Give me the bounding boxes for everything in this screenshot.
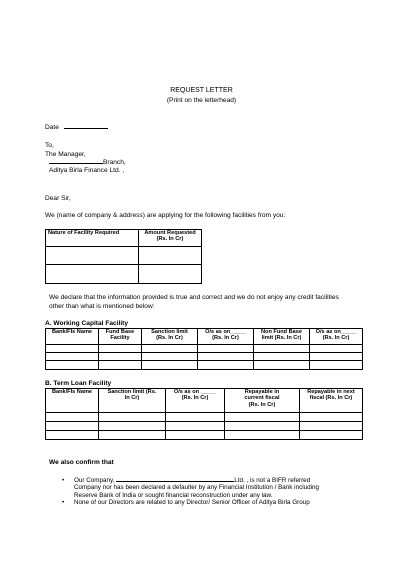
table-cell[interactable] <box>198 353 254 361</box>
intro-text: We (name of company & address) are applying for the following facilities from you: <box>45 212 286 219</box>
table-cell[interactable] <box>300 422 363 431</box>
table-cell[interactable] <box>254 345 310 353</box>
branch-label: Branch, <box>103 159 126 166</box>
wc-header-os-2: O/s as on_____ (Rs. In Cr) <box>310 329 363 345</box>
table-cell[interactable] <box>254 353 310 361</box>
wc-header-os: O/s as on_____ (Rs. In Cr) <box>198 329 254 345</box>
wc-header-non-fund: Non Fund Base limit (Rs. In Cr) <box>254 329 310 345</box>
table-cell[interactable] <box>99 422 166 431</box>
working-capital-title: A. Working Capital Facility <box>45 320 129 327</box>
table-cell[interactable] <box>139 265 202 284</box>
table-cell[interactable] <box>46 361 99 370</box>
table-cell[interactable] <box>310 345 363 353</box>
table-cell[interactable] <box>166 422 225 431</box>
table-cell[interactable] <box>142 353 198 361</box>
wc-header-fund-base: Fund Base Facility <box>99 329 142 345</box>
table-cell[interactable] <box>99 345 142 353</box>
tl-header-current-fiscal: Repayable in current fiscal (Rs. In Cr) <box>225 389 300 413</box>
term-loan-table <box>45 388 363 440</box>
tl-header-os: O/s as on _____ (Rs. In Cr) <box>166 389 225 413</box>
declaration-line-1: We declare that the information provided is true and correct and we do not enjoy any credit facilities <box>49 294 339 301</box>
bullet1-line3: Reserve Bank of India or sought financial reconstruction under any law. <box>74 491 273 499</box>
tl-header-bank: Bank/FIs Name <box>46 389 99 413</box>
table-cell[interactable] <box>166 431 225 440</box>
table-cell[interactable] <box>198 361 254 370</box>
table-cell[interactable] <box>300 413 363 422</box>
table-cell[interactable] <box>142 345 198 353</box>
date-label: Date <box>45 124 59 131</box>
table-row <box>46 345 363 353</box>
page-subtitle: (Print on the letterhead) <box>166 97 237 104</box>
table-row <box>46 361 363 370</box>
table-row <box>46 413 363 422</box>
company-name-blank <box>116 481 234 482</box>
facility-header-amount: Amount Requested (Rs. In Cr) <box>139 230 202 247</box>
facility-table <box>45 229 202 284</box>
bullet1-suffix: Ltd. , is not a BIFR referred <box>234 477 311 484</box>
table-cell[interactable] <box>300 431 363 440</box>
table-cell[interactable] <box>46 413 99 422</box>
confirm-heading: We also confirm that <box>49 459 114 466</box>
term-loan-header-row <box>46 389 363 413</box>
table-cell[interactable] <box>46 345 99 353</box>
table-row <box>46 422 363 431</box>
table-cell[interactable] <box>99 361 142 370</box>
table-cell[interactable] <box>166 413 225 422</box>
table-cell[interactable] <box>46 265 139 284</box>
wc-header-sanction: Sanction limit (Rs. In Cr) <box>142 329 198 345</box>
table-cell[interactable] <box>99 431 166 440</box>
branch-blank <box>49 163 103 164</box>
table-row <box>46 265 202 284</box>
branch-line <box>45 159 126 166</box>
table-cell[interactable] <box>99 353 142 361</box>
table-cell[interactable] <box>139 247 202 265</box>
table-cell[interactable] <box>198 345 254 353</box>
table-row <box>46 247 202 265</box>
tl-header-next-fiscal: Repayable in next fiscal (Rs. In Cr) <box>300 389 363 413</box>
page-title: REQUEST LETTER <box>170 87 233 94</box>
list-item <box>60 499 380 506</box>
table-cell[interactable] <box>225 413 300 422</box>
company-label: Aditya Birla Finance Ltd. , <box>49 167 125 174</box>
table-cell[interactable] <box>225 431 300 440</box>
table-cell[interactable] <box>46 422 99 431</box>
table-cell[interactable] <box>254 361 310 370</box>
list-item <box>60 477 380 499</box>
tl-header-sanction: Sanction limit (Rs. In Cr) <box>99 389 166 413</box>
table-cell[interactable] <box>310 353 363 361</box>
table-cell[interactable] <box>142 361 198 370</box>
manager-label: The Manager, <box>45 151 86 158</box>
term-loan-title: B. Term Loan Facility <box>45 380 112 387</box>
bullet2-text: None of our Directors are related to any Director/ Senior Officer of Aditya Birla Group <box>74 499 310 507</box>
bullet1-line2: Company nor has been declared a defaulter by any Financial Institution / Bank including <box>74 484 320 492</box>
wc-header-bank: Bank/FIs Name <box>46 329 99 345</box>
working-capital-header-row <box>46 329 363 345</box>
working-capital-table <box>45 328 363 370</box>
table-cell[interactable] <box>310 361 363 370</box>
table-cell[interactable] <box>99 413 166 422</box>
salutation: Dear Sir, <box>45 195 71 202</box>
confirm-list <box>60 477 380 507</box>
table-cell[interactable] <box>46 247 139 265</box>
date-blank <box>64 128 108 129</box>
facility-header-nature: Nature of Facility Required <box>46 230 139 247</box>
facility-header-row <box>46 230 202 247</box>
table-row <box>46 353 363 361</box>
table-row <box>46 431 363 440</box>
date-line <box>45 124 108 131</box>
bullet1-prefix: Our Company, <box>74 477 115 484</box>
declaration-line-2: other than what is mentioned below: <box>49 303 155 310</box>
table-cell[interactable] <box>225 422 300 431</box>
table-cell[interactable] <box>46 353 99 361</box>
table-cell[interactable] <box>46 431 99 440</box>
to-label: To, <box>45 142 54 149</box>
